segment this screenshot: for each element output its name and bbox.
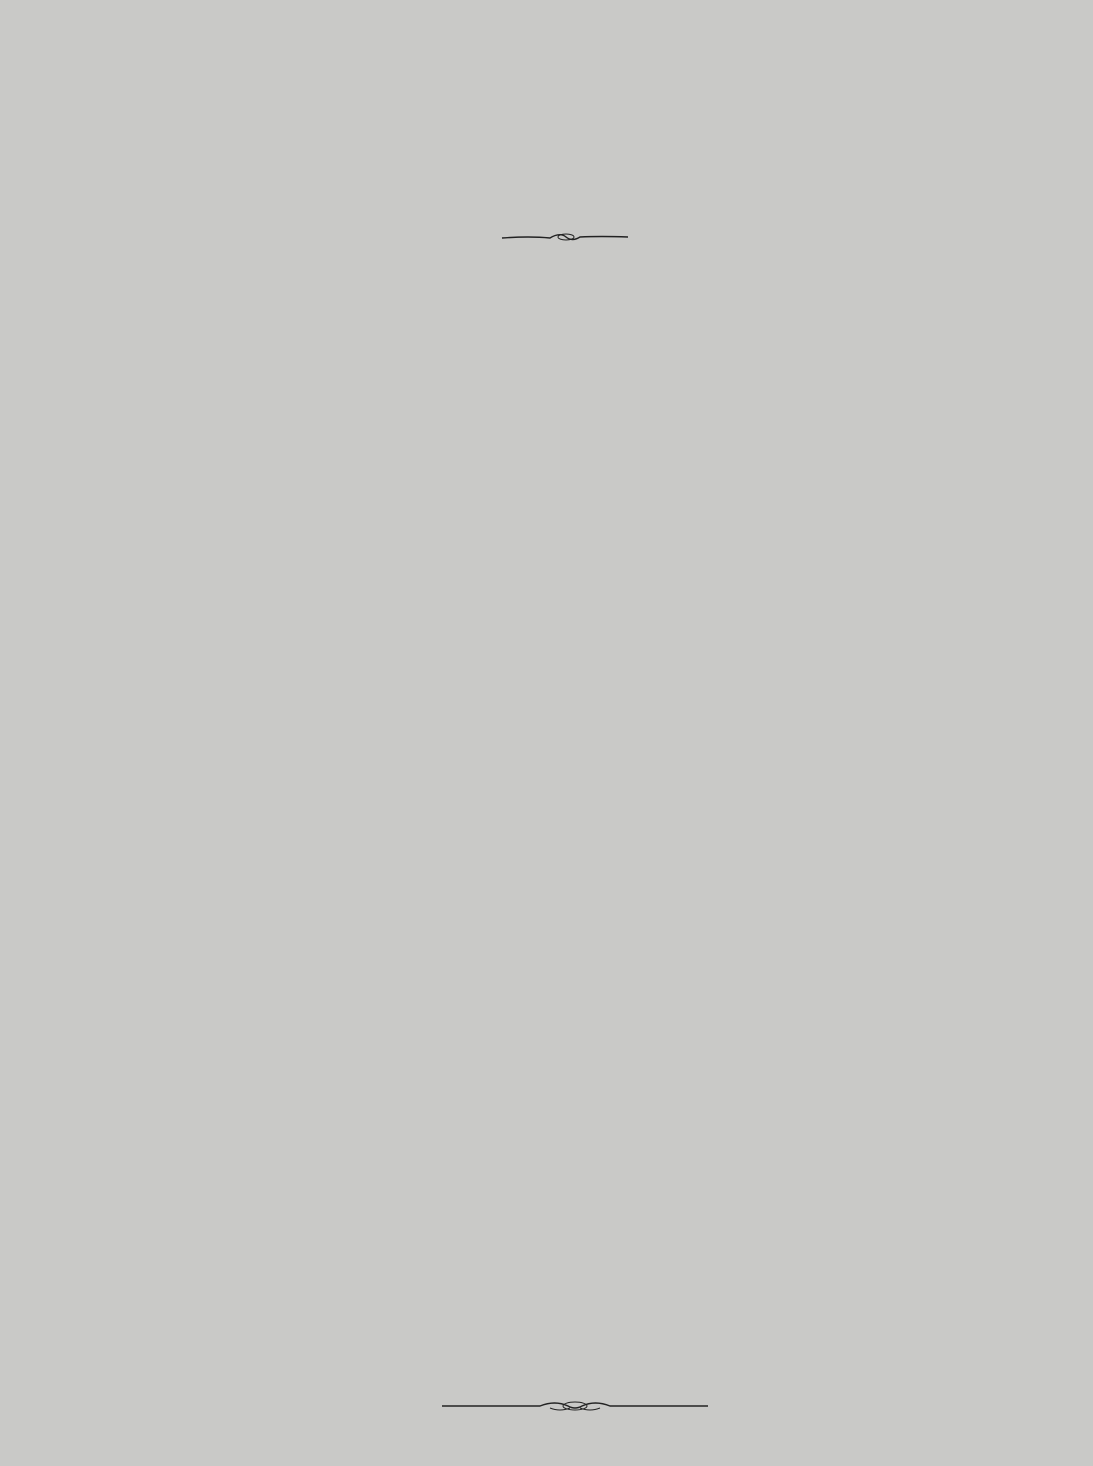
- bottom-ornament: [440, 1396, 710, 1416]
- top-ornament: [500, 228, 630, 246]
